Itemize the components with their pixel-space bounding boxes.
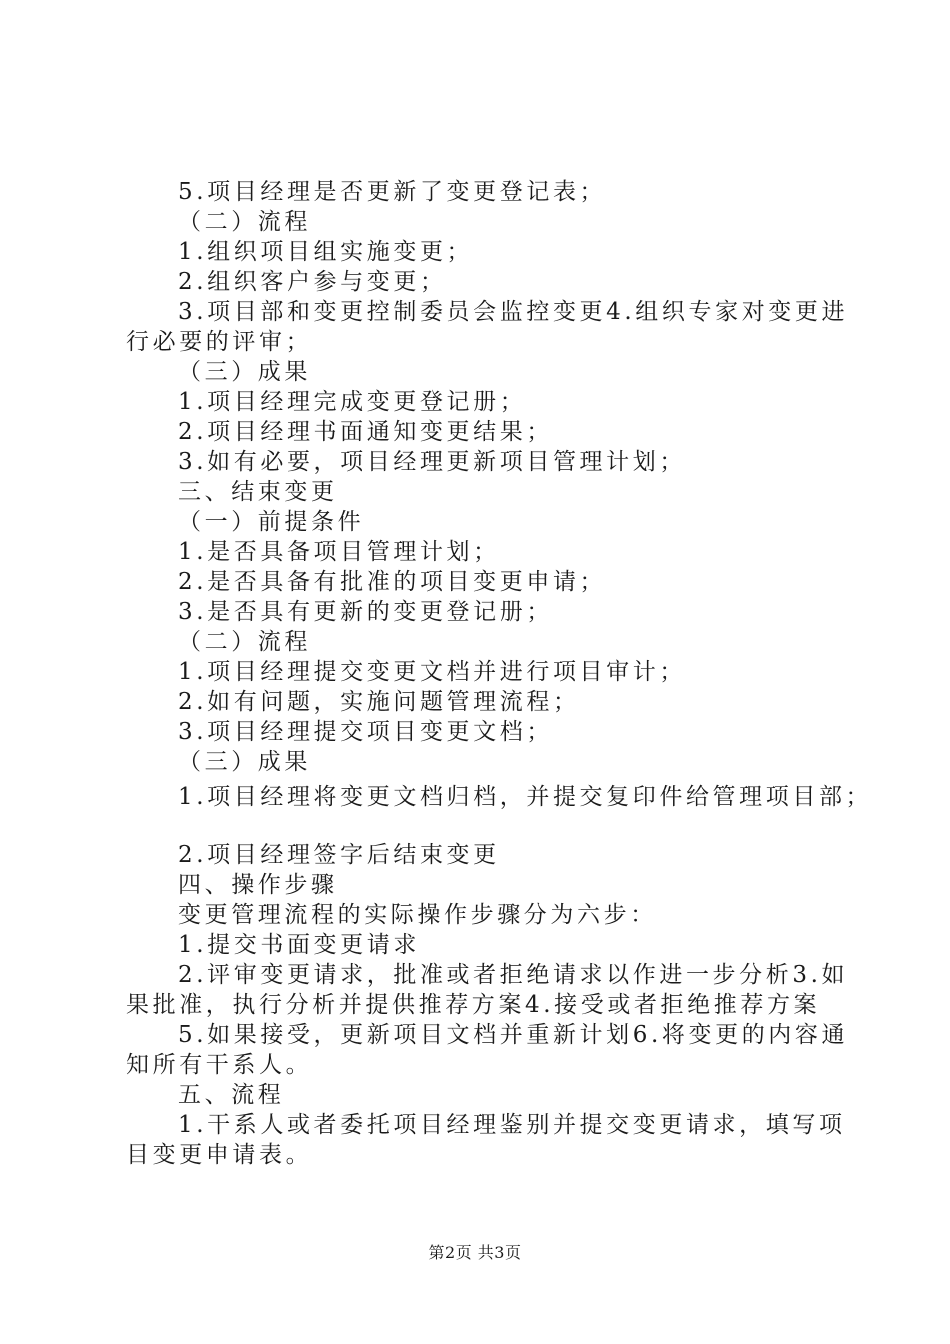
- text-line: 1.项目经理提交变更文档并进行项目审计；: [178, 659, 686, 685]
- text-line: 3.是否具有更新的变更登记册；: [178, 599, 553, 625]
- text-line: 1.提交书面变更请求: [178, 932, 420, 958]
- chapter-heading: 三、结束变更: [178, 479, 338, 505]
- text-line: 2.是否具备有批准的项目变更申请；: [178, 569, 607, 595]
- text-line: 3.如有必要，项目经理更新项目管理计划；: [178, 449, 686, 475]
- section-heading: （三）成果: [178, 359, 311, 385]
- text-line: 1.干系人或者委托项目经理鉴别并提交变更请求，填写项: [178, 1112, 846, 1138]
- section-heading: （二）流程: [178, 209, 311, 235]
- page-footer: 第2页 共3页: [428, 1243, 522, 1262]
- text-line: 果批准，执行分析并提供推荐方案4.接受或者拒绝推荐方案: [126, 992, 821, 1018]
- text-line: 3.项目经理提交项目变更文档；: [178, 719, 553, 745]
- text-line: 2.如有问题，实施问题管理流程；: [178, 689, 580, 715]
- text-line: 1.项目经理完成变更登记册；: [178, 389, 527, 415]
- text-line: 5.项目经理是否更新了变更登记表；: [178, 179, 607, 205]
- text-line: 2.评审变更请求，批准或者拒绝请求以作进一步分析3.如: [178, 962, 849, 988]
- section-heading: （二）流程: [178, 629, 311, 655]
- text-line: 1.是否具备项目管理计划；: [178, 539, 500, 565]
- section-heading: （一）前提条件: [178, 509, 365, 535]
- section-heading: （三）成果: [178, 749, 311, 775]
- text-line: 目变更申请表。: [126, 1142, 313, 1168]
- text-line: 5.如果接受，更新项目文档并重新计划6.将变更的内容通: [178, 1022, 849, 1048]
- text-line: 3.项目部和变更控制委员会监控变更4.组织专家对变更进: [178, 299, 849, 325]
- text-line: 2.项目经理书面通知变更结果；: [178, 419, 553, 445]
- text-line: 1.组织项目组实施变更；: [178, 239, 474, 265]
- text-line: 行必要的评审；: [126, 329, 313, 355]
- text-line: 2.项目经理签字后结束变更: [178, 842, 500, 868]
- chapter-heading: 五、流程: [178, 1082, 285, 1108]
- text-line: 知所有干系人。: [126, 1052, 313, 1078]
- text-line: 2.组织客户参与变更；: [178, 269, 447, 295]
- chapter-heading: 四、操作步骤: [178, 872, 338, 898]
- text-line: 变更管理流程的实际操作步骤分为六步：: [178, 902, 657, 928]
- text-line: 1.项目经理将变更文档归档，并提交复印件给管理项目部；: [178, 784, 873, 810]
